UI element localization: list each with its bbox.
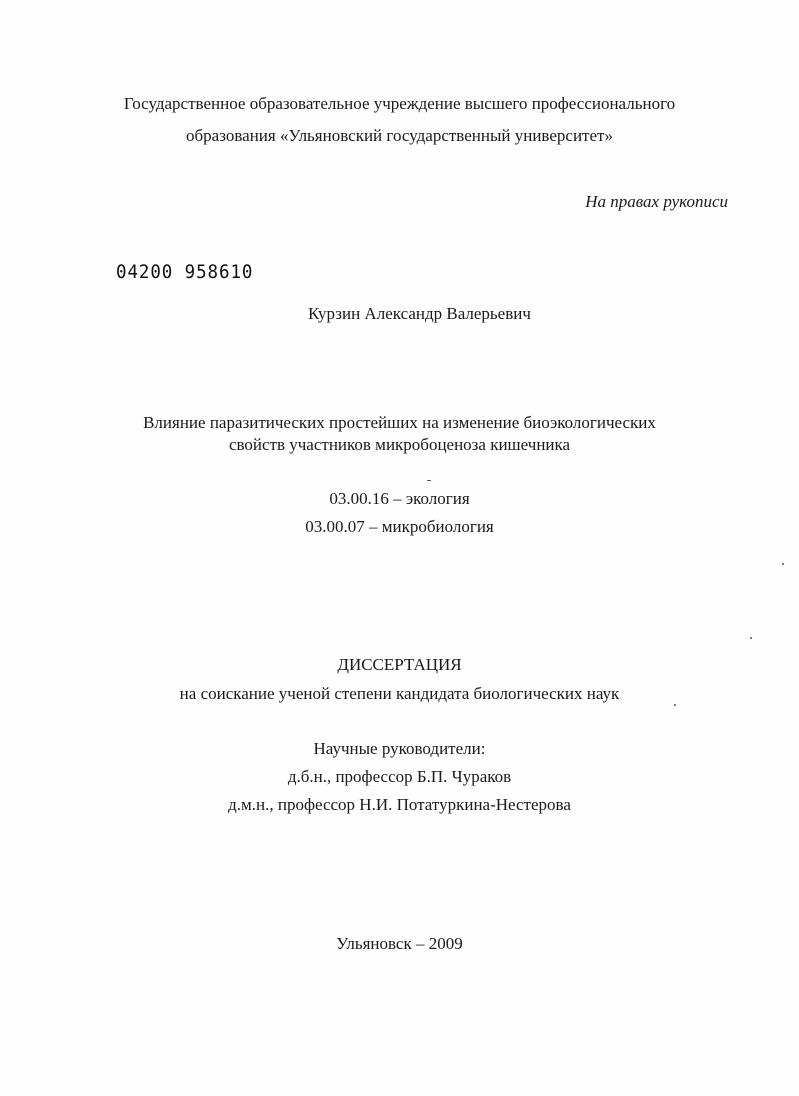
- scan-speck: [782, 563, 784, 565]
- author-name: Курзин Александр Валерьевич: [308, 304, 531, 323]
- archive-stamp-number: 04200 958610: [116, 261, 254, 283]
- title-line-1: Влияние паразитических простейших на изменение биоэкологических: [143, 413, 656, 432]
- supervisors-heading: Научные руководители:: [313, 739, 486, 758]
- city-year: Ульяновск – 2009: [336, 934, 463, 953]
- scan-speck: [674, 704, 676, 706]
- specialty-microbiology: 03.00.07 – микробиология: [305, 517, 494, 536]
- specialty-ecology: 03.00.16 – экология: [329, 489, 470, 508]
- degree-line: на соискание ученой степени кандидата биологических наук: [179, 684, 620, 703]
- document-type: ДИССЕРТАЦИЯ: [337, 655, 462, 674]
- supervisor-2: д.м.н., профессор Н.И. Потатуркина-Нестерова: [228, 795, 571, 814]
- supervisor-1: д.б.н., профессор Б.П. Чураков: [287, 767, 512, 786]
- manuscript-note: На правах рукописи: [585, 192, 728, 211]
- institution-line-2: образования «Ульяновский государственный университет»: [186, 126, 613, 145]
- title-line-2: свойств участников микробоценоза кишечника: [228, 435, 571, 454]
- scan-speck: [750, 637, 752, 639]
- scan-speck: [427, 480, 431, 481]
- institution-line-1: Государственное образовательное учреждение высшего профессионального: [123, 94, 676, 113]
